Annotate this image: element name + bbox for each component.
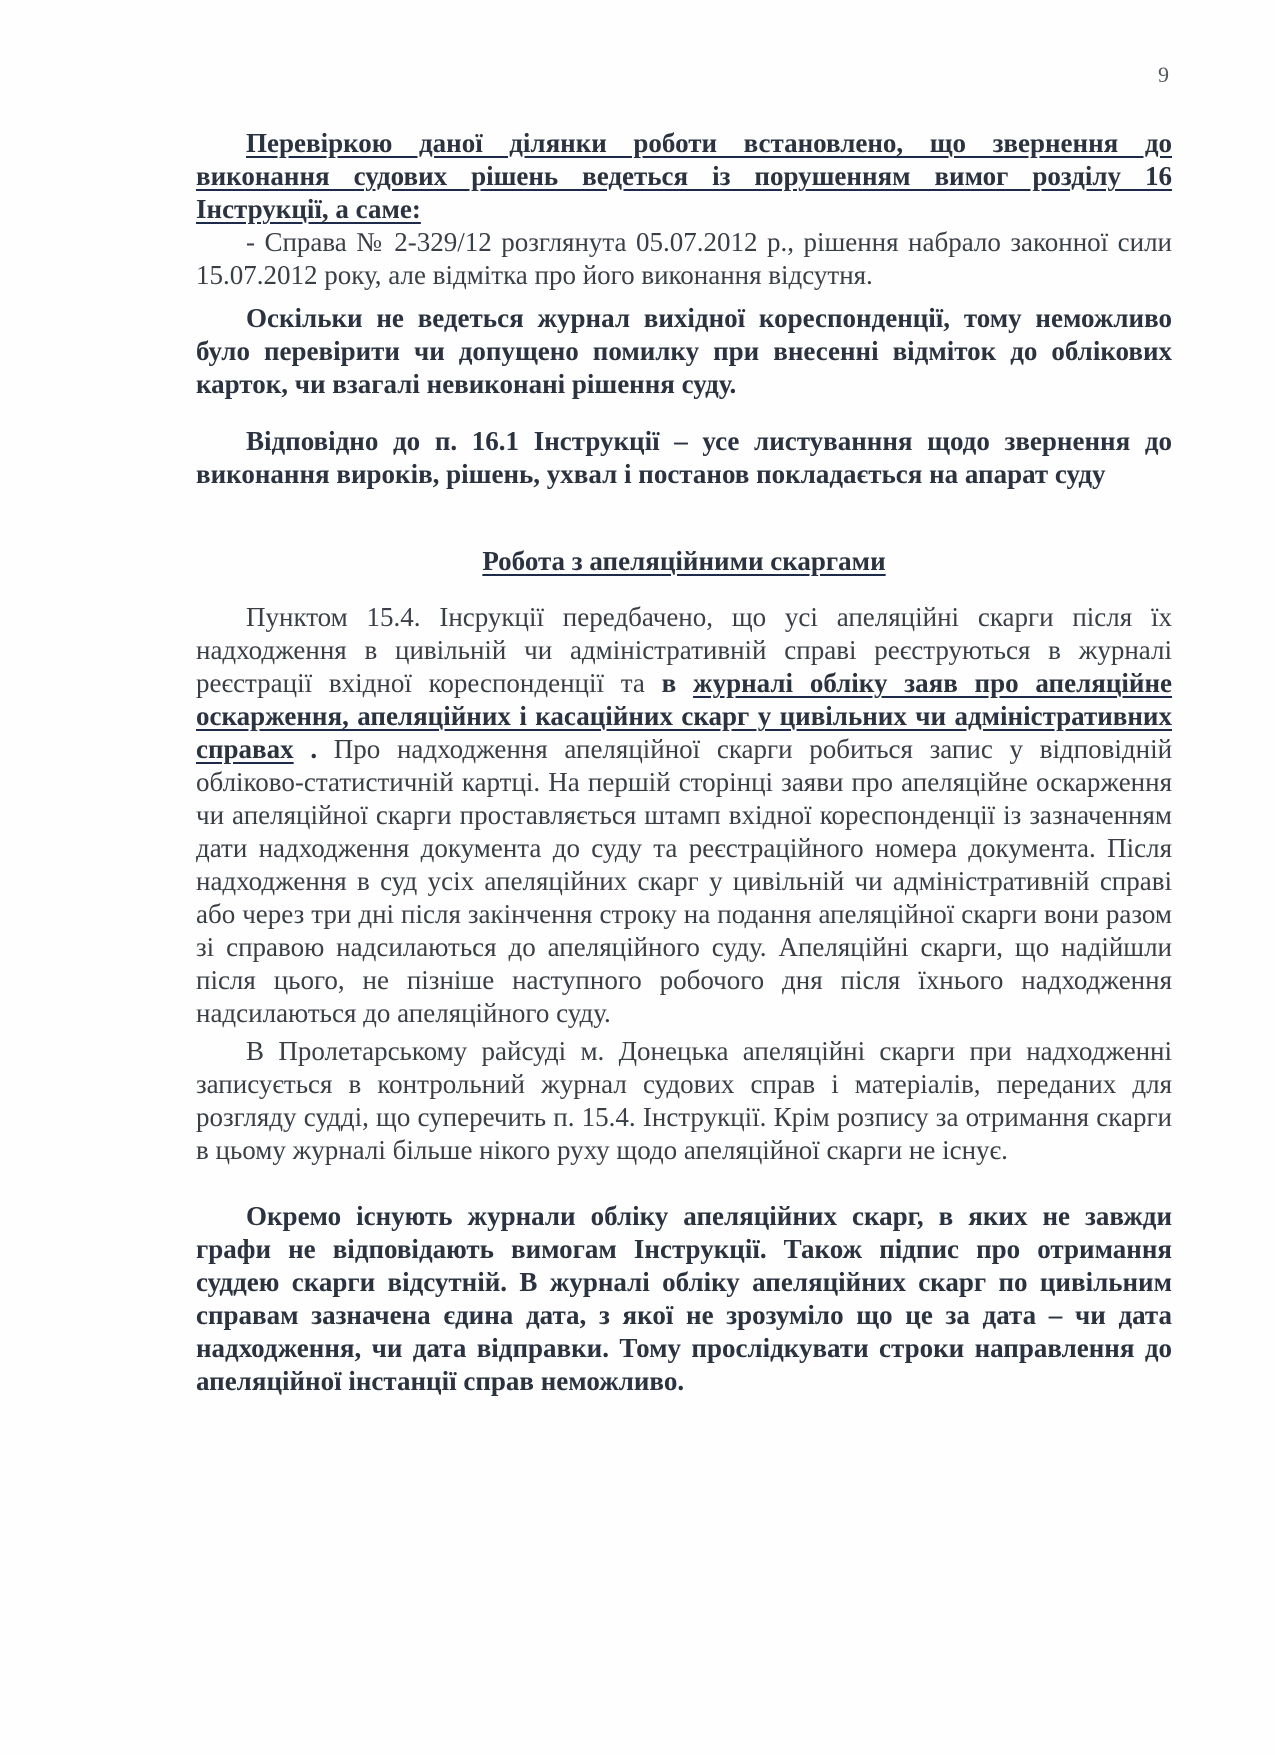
- p1-text-b: Про надходження апеляційної скарги робиться запис у відповідній обліково-статистичній картці. На першій сторінці заяви про апеляційне оскарження чи апеляційної скарги проставляється штамп вхідної кореспонденції із зазначенням дати надходження документа до суду та реєстраційного номера документа. Після надходження в суд усіх апеляційних скарг у цивільній чи адміністративній справі або через три дні після закінчення строку на подання апеляційної скарги вони разом зі справою надсилаються до апеляційного суду. Апеляційні скарги, що надійшли після цього, не пізніше наступного робочого дня після їхнього надходження надсилаються до апеляційного суду.: [196, 734, 1173, 1028]
- case-item: - Справа № 2-329/12 розглянута 05.07.2012 р., рішення набрало законної сили 15.07.2012 року, але відмітка про його виконання відсутня.: [196, 227, 1172, 290]
- appeals-title: Робота з апеляційними скаргами: [482, 546, 886, 576]
- p1-bold-suffix: .: [293, 734, 318, 764]
- p1-bold-prefix: в: [661, 668, 694, 698]
- appeals-paragraph-1: [196, 601, 1172, 1030]
- appeals-paragraph-3: Окремо існують журнали обліку апеляційних скарг, в яких не завжди графи не відповідають вимогам Інструкції. Також підпис про отримання суддею скарги відсутній. В журналі обліку апеляційних скарг по цивільним справам зазначена єдина дата, з якої не зрозуміло що це за дата – чи дата надходження, чи дата відправки. Тому прослідкувати строки направлення до апеляційної інстанції справ неможливо.: [196, 1201, 1172, 1396]
- section-correspondence: [196, 302, 1172, 401]
- appeals-heading: [196, 546, 1172, 577]
- section-appeals-p2: [196, 1035, 1172, 1167]
- correspondence-paragraph: Оскільки не ведеться журнал вихідної кореспонденції, тому неможливо було перевірити чи допущено помилку при внесенні відміток до облікових карток, чи взагалі невиконані рішення суду.: [196, 303, 1172, 399]
- instruction-paragraph: Відповідно до п. 16.1 Інструкції – усе листуванння щодо звернення до виконання вироків, рішень, ухвал і постанов покладається на апарат суду: [196, 426, 1172, 489]
- section-appeals-p1: [196, 601, 1172, 1030]
- section-instruction-16-1: [196, 425, 1172, 491]
- page-number: 9: [1158, 62, 1169, 87]
- p1-text-a: Пунктом 15.4. Інсрукції передбачено, що усі апеляційні скарги після їх надходження в цивільній чи адміністративній справі реєструються в журналі реєстрації вхідної кореспонденції та: [196, 602, 1172, 698]
- section-appeals-p3: [196, 1200, 1172, 1398]
- p1-journal-name: журналі обліку заяв про апеляційне оскарження, апеляційних і касаційних скарг у цивільних чи адміністративних справах: [196, 668, 1172, 764]
- section-violations: [196, 127, 1172, 292]
- violations-heading: Перевіркою даної ділянки роботи встановлено, що звернення до виконання судових рішень ведеться із порушенням вимог розділу 16 Інструкції, а саме:: [196, 128, 1172, 224]
- appeals-paragraph-2: В Пролетарському райсуді м. Донецька апеляційні скарги при надходженні записується в контрольний журнал судових справ і матеріалів, переданих для розгляду судді, що суперечить п. 15.4. Інструкції. Крім розпису за отримання скарги в цьому журналі більше нікого руху щодо апеляційної скарги не існує.: [196, 1036, 1172, 1165]
